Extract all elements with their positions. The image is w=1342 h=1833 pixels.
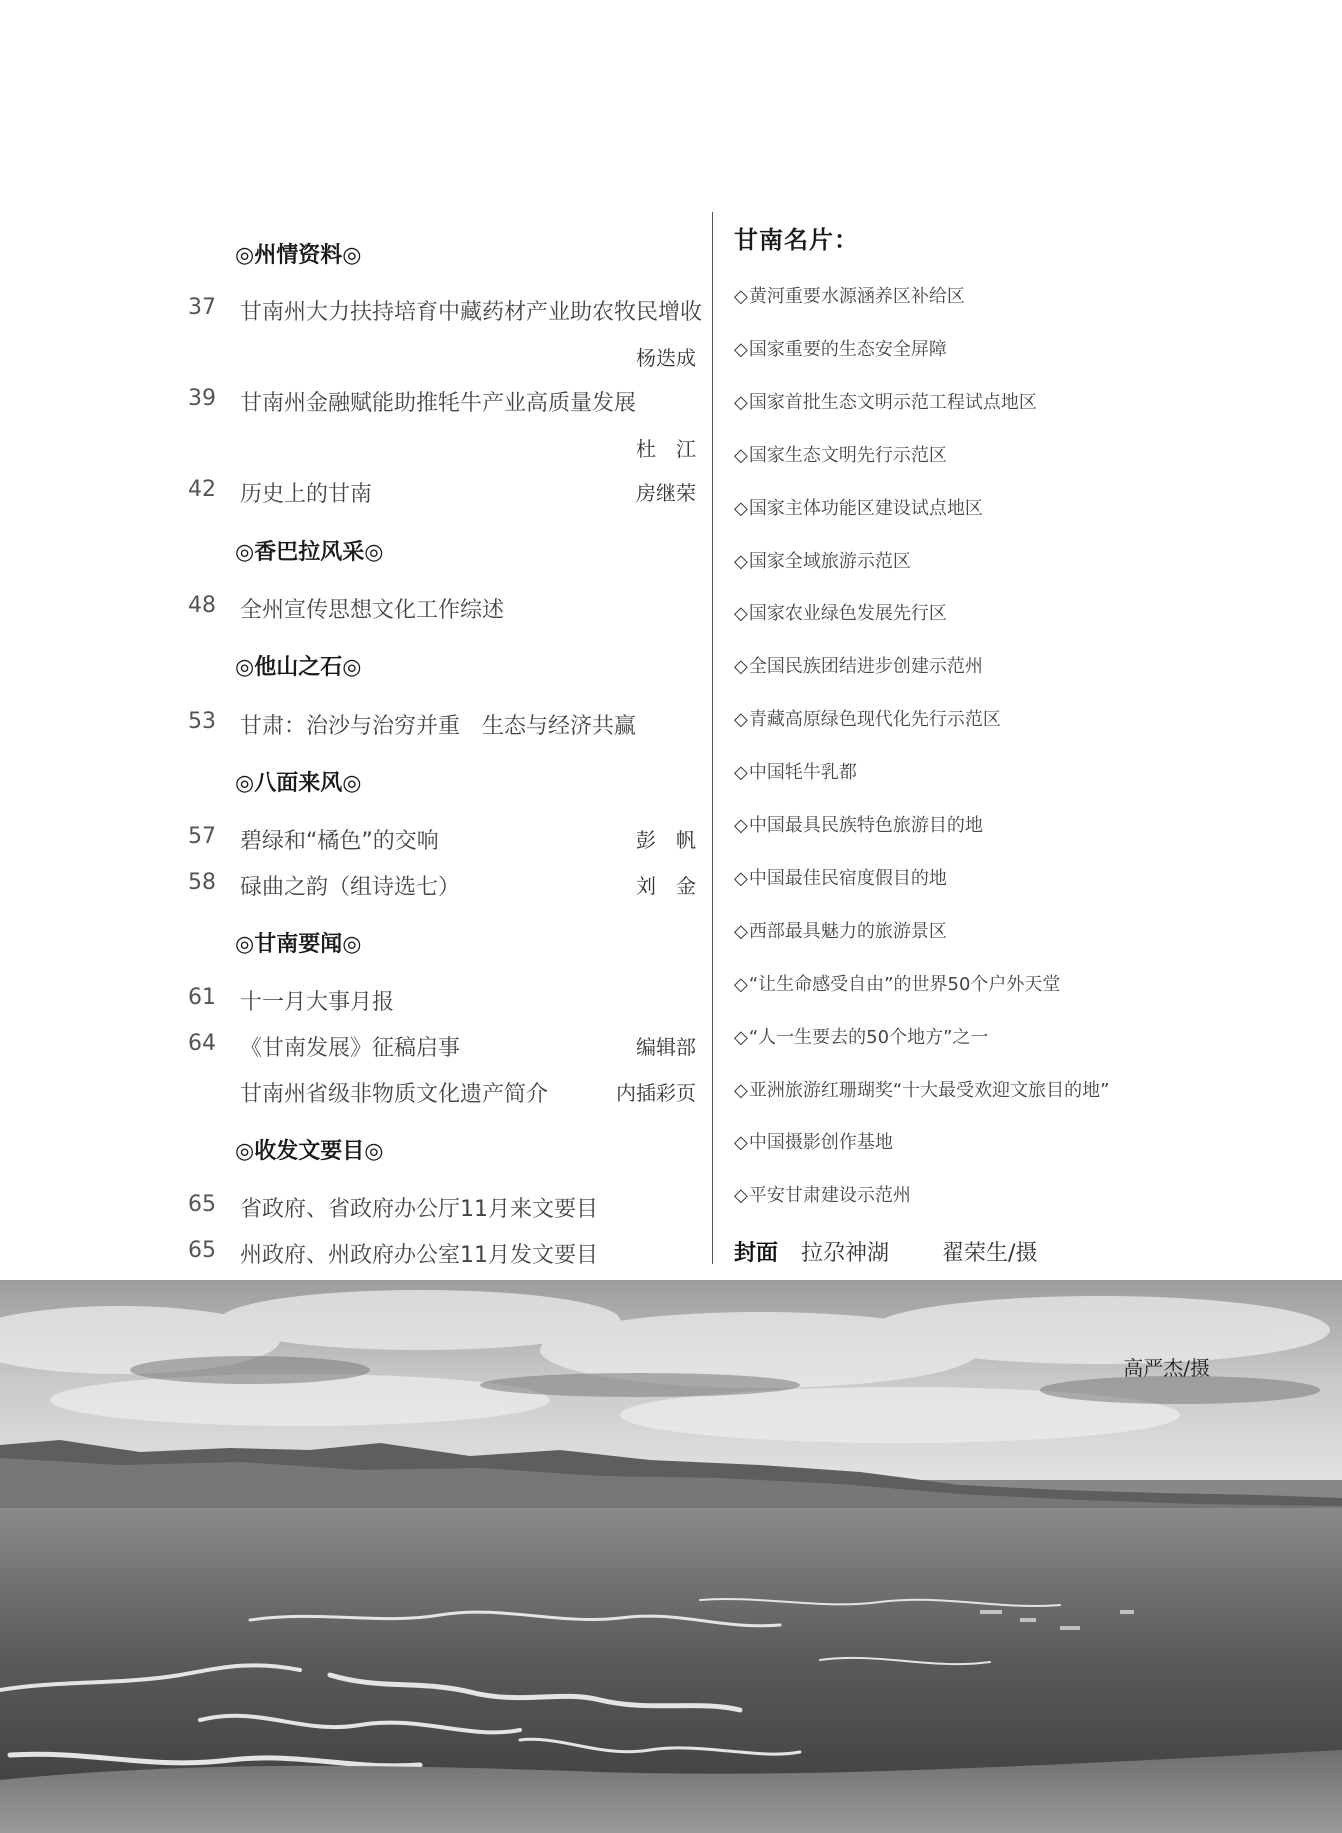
column-divider bbox=[712, 212, 713, 1264]
diamond-icon: ◇ bbox=[734, 603, 748, 625]
name-card-text: 国家主体功能区建设试点地区 bbox=[748, 497, 983, 519]
name-card-text: 国家重要的生态安全屏障 bbox=[748, 338, 947, 360]
name-card-item bbox=[734, 758, 857, 784]
cover-credit: 翟荣生/摄 bbox=[942, 1241, 1038, 1266]
section-heading: ◎收发文要目◎ bbox=[235, 1138, 384, 1164]
entry-title: 甘肃：治沙与治穷并重 生态与经济共赢 bbox=[240, 714, 637, 739]
name-card-text: 中国牦牛乳都 bbox=[748, 762, 857, 784]
toc-entry[interactable] bbox=[178, 709, 696, 739]
diamond-icon: ◇ bbox=[734, 338, 748, 360]
section-heading: ◎八面来风◎ bbox=[235, 770, 362, 796]
diamond-icon: ◇ bbox=[734, 815, 748, 836]
toc-entry[interactable] bbox=[178, 295, 703, 325]
page-number: 57 bbox=[188, 824, 216, 849]
entry-title: 全州宣传思想文化工作综述 bbox=[240, 598, 505, 623]
name-card-text: “人一生要去的50个地方”之一 bbox=[748, 1026, 989, 1048]
cover-label: 封面 bbox=[734, 1241, 779, 1266]
diamond-icon: ◇ bbox=[734, 497, 748, 519]
name-cards-title: 甘南名片： bbox=[734, 226, 859, 254]
diamond-icon: ◇ bbox=[734, 867, 748, 889]
cover-caption bbox=[734, 1236, 1037, 1267]
name-card-text: 黄河重要水源涵养区补给区 bbox=[748, 286, 965, 307]
name-card-item bbox=[734, 652, 983, 678]
diamond-icon: ◇ bbox=[734, 1185, 748, 1207]
toc-entry[interactable] bbox=[178, 824, 696, 854]
name-card-item bbox=[734, 282, 965, 308]
diamond-icon: ◇ bbox=[734, 550, 748, 572]
entry-title: 碌曲之韵（组诗选七） bbox=[240, 875, 461, 900]
diamond-icon: ◇ bbox=[734, 1079, 748, 1101]
page-number: 37 bbox=[188, 295, 216, 320]
page-number: 65 bbox=[188, 1238, 216, 1263]
name-card-item bbox=[734, 494, 983, 520]
name-card-item bbox=[734, 441, 947, 467]
name-card-item bbox=[734, 970, 1060, 996]
name-card-text: 国家生态文明先行示范区 bbox=[748, 444, 947, 466]
diamond-icon: ◇ bbox=[734, 1132, 748, 1154]
name-card-item bbox=[734, 1023, 988, 1049]
entry-author: 房继荣 bbox=[636, 481, 696, 505]
section-heading: ◎香巴拉风采◎ bbox=[235, 539, 384, 565]
toc-entry[interactable] bbox=[178, 593, 696, 623]
entry-author: 杜 江 bbox=[636, 437, 696, 461]
name-card-text: 中国摄影创作基地 bbox=[748, 1132, 893, 1154]
page-number: 42 bbox=[188, 477, 216, 502]
diamond-icon: ◇ bbox=[734, 973, 748, 995]
entry-title: 碧绿和“橘色”的交响 bbox=[240, 829, 439, 854]
diamond-icon: ◇ bbox=[734, 1026, 748, 1048]
name-card-item bbox=[734, 1076, 1110, 1102]
name-card-text: 国家全域旅游示范区 bbox=[748, 550, 911, 572]
page-number: 58 bbox=[188, 870, 216, 895]
toc-entry[interactable] bbox=[178, 477, 696, 507]
section-heading: ◎甘南要闻◎ bbox=[235, 931, 362, 957]
name-card-text: 青藏高原绿色现代化先行示范区 bbox=[748, 709, 1001, 731]
diamond-icon: ◇ bbox=[734, 920, 748, 942]
toc-entry[interactable] bbox=[178, 1031, 696, 1061]
name-card-item bbox=[734, 547, 911, 573]
name-card-text: 全国民族团结进步创建示范州 bbox=[748, 656, 983, 678]
name-card-text: 中国最具民族特色旅游目的地 bbox=[748, 815, 983, 836]
name-card-item bbox=[734, 1181, 911, 1207]
entry-author: 杨迭成 bbox=[636, 346, 696, 370]
entry-author: 编辑部 bbox=[636, 1035, 696, 1059]
diamond-icon: ◇ bbox=[734, 444, 748, 466]
page-number: 65 bbox=[188, 1192, 216, 1217]
name-card-text: 西部最具魅力的旅游景区 bbox=[748, 920, 947, 942]
name-card-text: 平安甘肃建设示范州 bbox=[748, 1185, 911, 1207]
name-card-item bbox=[734, 917, 947, 943]
entry-title: 《甘南发展》征稿启事 bbox=[240, 1036, 461, 1061]
diamond-icon: ◇ bbox=[734, 286, 748, 307]
name-card-text: 国家首批生态文明示范工程试点地区 bbox=[748, 391, 1037, 413]
diamond-icon: ◇ bbox=[734, 656, 748, 678]
name-card-item bbox=[734, 599, 947, 625]
name-card-text: 亚洲旅游红珊瑚奖“十大最受欢迎文旅目的地” bbox=[748, 1079, 1110, 1101]
photo-credit: 高严杰/摄 bbox=[1123, 1356, 1210, 1380]
section-heading: ◎州情资料◎ bbox=[235, 242, 362, 268]
name-card-item bbox=[734, 335, 947, 361]
name-card-text: “让生命感受自由”的世界50个户外天堂 bbox=[748, 973, 1061, 995]
entry-author: 彭 帆 bbox=[636, 828, 696, 852]
entry-author: 内插彩页 bbox=[616, 1081, 696, 1105]
page-number: 64 bbox=[188, 1031, 216, 1056]
entry-title: 甘南州大力扶持培育中藏药材产业助农牧民增收 bbox=[240, 300, 703, 325]
entry-title: 甘南州省级非物质文化遗产简介 bbox=[240, 1082, 549, 1107]
name-card-item bbox=[734, 705, 1001, 731]
toc-entry[interactable] bbox=[178, 386, 696, 416]
page-number: 39 bbox=[188, 386, 216, 411]
cover-title: 拉尕神湖 bbox=[801, 1241, 890, 1266]
name-card-item bbox=[734, 388, 1037, 414]
name-card-text: 国家农业绿色发展先行区 bbox=[748, 603, 947, 625]
diamond-icon: ◇ bbox=[734, 762, 748, 784]
page-number: 61 bbox=[188, 985, 216, 1010]
entry-title: 十一月大事月报 bbox=[240, 990, 395, 1015]
entry-author: 刘 金 bbox=[636, 874, 696, 898]
toc-entry[interactable] bbox=[178, 1077, 696, 1107]
toc-entry[interactable] bbox=[178, 985, 696, 1015]
entry-title: 省政府、省政府办公厅11月来文要目 bbox=[240, 1197, 598, 1222]
section-heading: ◎他山之石◎ bbox=[235, 654, 362, 680]
entry-title: 州政府、州政府办公室11月发文要目 bbox=[240, 1243, 598, 1268]
name-card-item bbox=[734, 811, 983, 837]
name-card-text: 中国最佳民宿度假目的地 bbox=[748, 867, 947, 889]
name-card-item bbox=[734, 864, 947, 890]
toc-entry[interactable] bbox=[178, 1192, 696, 1222]
entry-title: 历史上的甘南 bbox=[240, 482, 373, 507]
toc-entry[interactable] bbox=[178, 1238, 696, 1268]
entry-title: 甘南州金融赋能助推牦牛产业高质量发展 bbox=[240, 391, 637, 416]
page-number: 48 bbox=[188, 593, 216, 618]
name-card-item bbox=[734, 1128, 893, 1154]
toc-entry[interactable] bbox=[178, 870, 696, 900]
diamond-icon: ◇ bbox=[734, 709, 748, 731]
diamond-icon: ◇ bbox=[734, 391, 748, 413]
page-number: 53 bbox=[188, 709, 216, 734]
